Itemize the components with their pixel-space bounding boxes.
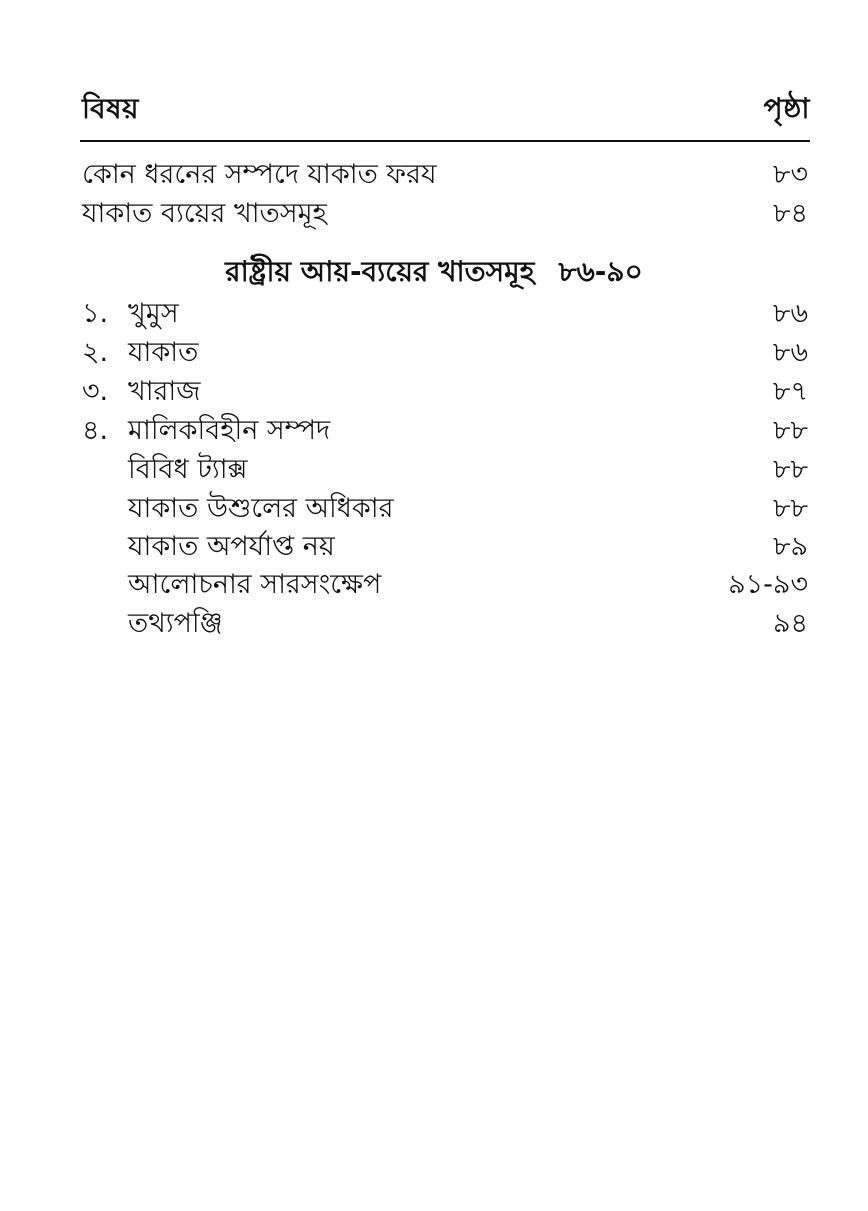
toc-entry-page: ৮৮ bbox=[772, 454, 808, 485]
toc-entry-label: তথ্যপঞ্জি bbox=[128, 608, 223, 639]
toc-entry bbox=[80, 490, 808, 528]
toc-entry-number: ১. bbox=[82, 298, 109, 329]
page-column-heading: পৃষ্ঠা bbox=[763, 92, 810, 125]
toc-entry bbox=[80, 412, 808, 450]
toc-entry bbox=[80, 156, 808, 194]
toc-entry bbox=[80, 195, 808, 233]
toc-entry-label: আলোচনার সারসংক্ষেপ bbox=[128, 569, 382, 600]
section-heading bbox=[0, 252, 868, 292]
toc-entry-page: ৮৪ bbox=[772, 198, 808, 229]
toc-entry bbox=[80, 451, 808, 489]
toc-entry bbox=[80, 528, 808, 566]
section-title: রাষ্ট্রীয় আয়-ব্যয়ের খাতসমূহ bbox=[225, 255, 535, 288]
toc-entry-page: ৯১-৯৩ bbox=[728, 569, 808, 600]
subject-column-heading: বিষয় bbox=[82, 92, 140, 125]
toc-entry-label: যাকাত উশুলের অধিকার bbox=[128, 493, 394, 524]
toc-entry-label: যাকাত অপর্যাপ্ত নয় bbox=[128, 531, 335, 562]
toc-entry bbox=[80, 334, 808, 372]
toc-entry bbox=[80, 566, 808, 604]
toc-entry-number: ৩. bbox=[82, 376, 109, 407]
toc-entry-number: ২. bbox=[82, 337, 109, 368]
toc-entry-label: খুমুস bbox=[128, 298, 179, 329]
toc-entry-page: ৮৯ bbox=[772, 531, 808, 562]
toc-entry-label: বিবিধ ট্যাক্স bbox=[128, 454, 248, 485]
toc-entry-page: ৯৪ bbox=[772, 608, 808, 639]
toc-entry-number: ৪. bbox=[82, 415, 109, 446]
section-page-range: ৮৬-৯০ bbox=[558, 255, 643, 288]
toc-entry-page: ৮৭ bbox=[772, 376, 808, 407]
toc-entry-page: ৮৬ bbox=[772, 337, 808, 368]
toc-entry-label: মালিকবিহীন সম্পদ bbox=[128, 415, 331, 446]
toc-entry bbox=[80, 295, 808, 333]
toc-entry-page: ৮৩ bbox=[772, 159, 808, 190]
toc-entry bbox=[80, 373, 808, 411]
toc-entry-label: যাকাত bbox=[128, 337, 199, 368]
toc-entry-label: খারাজ bbox=[128, 376, 201, 407]
toc-entry-page: ৮৮ bbox=[772, 415, 808, 446]
toc-entry-label: যাকাত ব্যয়ের খাতসমূহ bbox=[82, 198, 327, 229]
toc-entry-page: ৮৬ bbox=[772, 298, 808, 329]
toc-entry-label: কোন ধরনের সম্পদে যাকাত ফরয bbox=[82, 159, 437, 190]
toc-entry-page: ৮৮ bbox=[772, 493, 808, 524]
toc-entry bbox=[80, 605, 808, 643]
toc-header bbox=[80, 92, 810, 142]
